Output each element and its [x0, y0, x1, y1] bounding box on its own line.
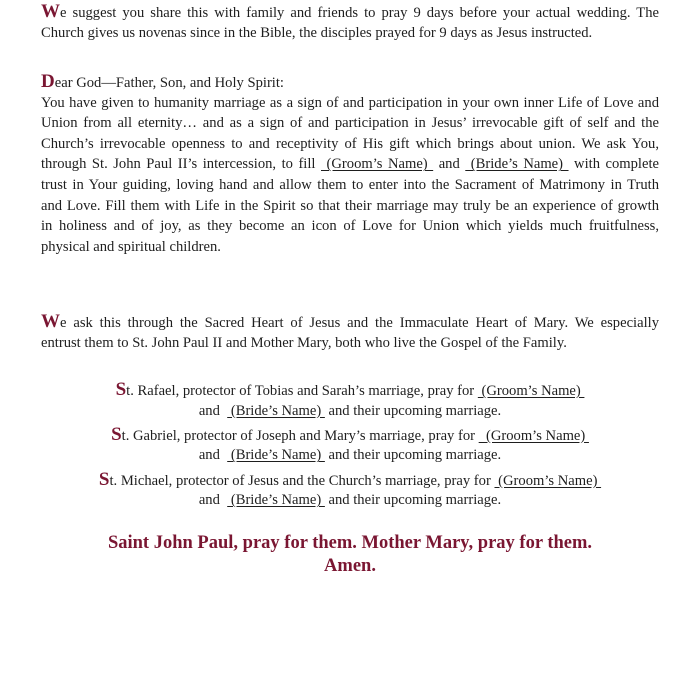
- prayer-text: and: [438, 156, 460, 173]
- closing-prayer: [0, 532, 700, 578]
- groom-name-blank[interactable]: (Groom’s Name): [321, 156, 434, 173]
- drop-cap: W: [41, 311, 60, 332]
- entrust-paragraph: [41, 312, 659, 353]
- drop-cap: S: [115, 379, 127, 400]
- bride-name-blank[interactable]: (Bride’s Name): [227, 447, 325, 464]
- entrust-line: e ask this through the Sacred Heart of Jesus and the Immaculate Heart of Mary. We especially: [60, 315, 659, 331]
- saint-text: t. Michael, protector of Jesus and the Church’s marriage, pray for: [109, 472, 491, 489]
- drop-cap: S: [98, 468, 110, 490]
- saint-text: and their upcoming marriage.: [328, 447, 502, 464]
- prayer-text: through St. John Paul II’s intercession, to fill: [41, 156, 316, 173]
- closing-amen: Amen.: [324, 556, 376, 576]
- intro-line: e suggest you share this with family and friends to pray 9 days before your actual wedding. The: [60, 5, 659, 21]
- groom-name-blank[interactable]: (Groom’s Name): [478, 427, 589, 444]
- saint-invocation: [0, 380, 700, 421]
- saint-text: t. Rafael, protector of Tobias and Sarah’s marriage, pray for: [126, 383, 475, 399]
- saint-text: t. Gabriel, protector of Joseph and Mary’s marriage, pray for: [121, 427, 476, 444]
- groom-name-blank[interactable]: (Groom’s Name): [477, 383, 585, 399]
- prayer-line: Church’s irrevocable openness to and receptivity of His gift which brings about union. We ask You,: [41, 135, 659, 152]
- prayer-line: physical and spiritual children.: [41, 238, 221, 255]
- bride-name-blank[interactable]: (Bride’s Name): [465, 156, 569, 173]
- intro-paragraph: [41, 2, 659, 43]
- prayer-line: trust in Your guiding, loving hand and allow them to enter into the Sacrament of Matrimony in Truth: [41, 176, 659, 193]
- prayer-paragraph: [41, 72, 659, 257]
- saint-text: and their upcoming marriage.: [328, 402, 502, 419]
- prayer-line: and Love. Fill them with Life in the Spirit so that their marriage may truly be an experience of growth: [41, 197, 659, 214]
- saint-invocation: [0, 425, 700, 466]
- prayer-salutation: ear God—Father, Son, and Holy Spirit:: [54, 75, 284, 91]
- saints-invocations: [0, 380, 700, 511]
- entrust-line: entrust them to St. John Paul II and Mother Mary, both who live the Gospel of the Family.: [41, 334, 567, 351]
- saint-invocation: [0, 470, 700, 511]
- drop-cap: S: [111, 423, 122, 445]
- intro-line: Church gives us novenas since in the Bible, the disciples prayed for 9 days as Jesus instructed.: [41, 24, 593, 41]
- prayer-line: You have given to humanity marriage as a sign of and participation in your own inner Life of Love and: [41, 94, 659, 111]
- drop-cap: W: [41, 1, 60, 22]
- prayer-line: Union from all eternity… and as a sign of and participation in Jesus’ irrevocable gift of self and the: [41, 115, 659, 132]
- prayer-line: [41, 154, 659, 175]
- saint-text: and: [198, 402, 220, 419]
- groom-name-blank[interactable]: (Groom’s Name): [494, 472, 602, 489]
- closing-line: Saint John Paul, pray for them. Mother Mary, pray for them.: [107, 533, 593, 553]
- bride-name-blank[interactable]: (Bride’s Name): [227, 492, 325, 509]
- prayer-line: in holiness and of joy, as they become an icon of Love for Union which yields much fruitfulness,: [41, 218, 659, 235]
- prayer-text: with complete: [574, 156, 659, 173]
- saint-text: and: [198, 492, 220, 509]
- bride-name-blank[interactable]: (Bride’s Name): [227, 402, 325, 419]
- drop-cap: D: [41, 71, 55, 92]
- saint-text: and their upcoming marriage.: [328, 492, 502, 509]
- saint-text: and: [198, 447, 220, 464]
